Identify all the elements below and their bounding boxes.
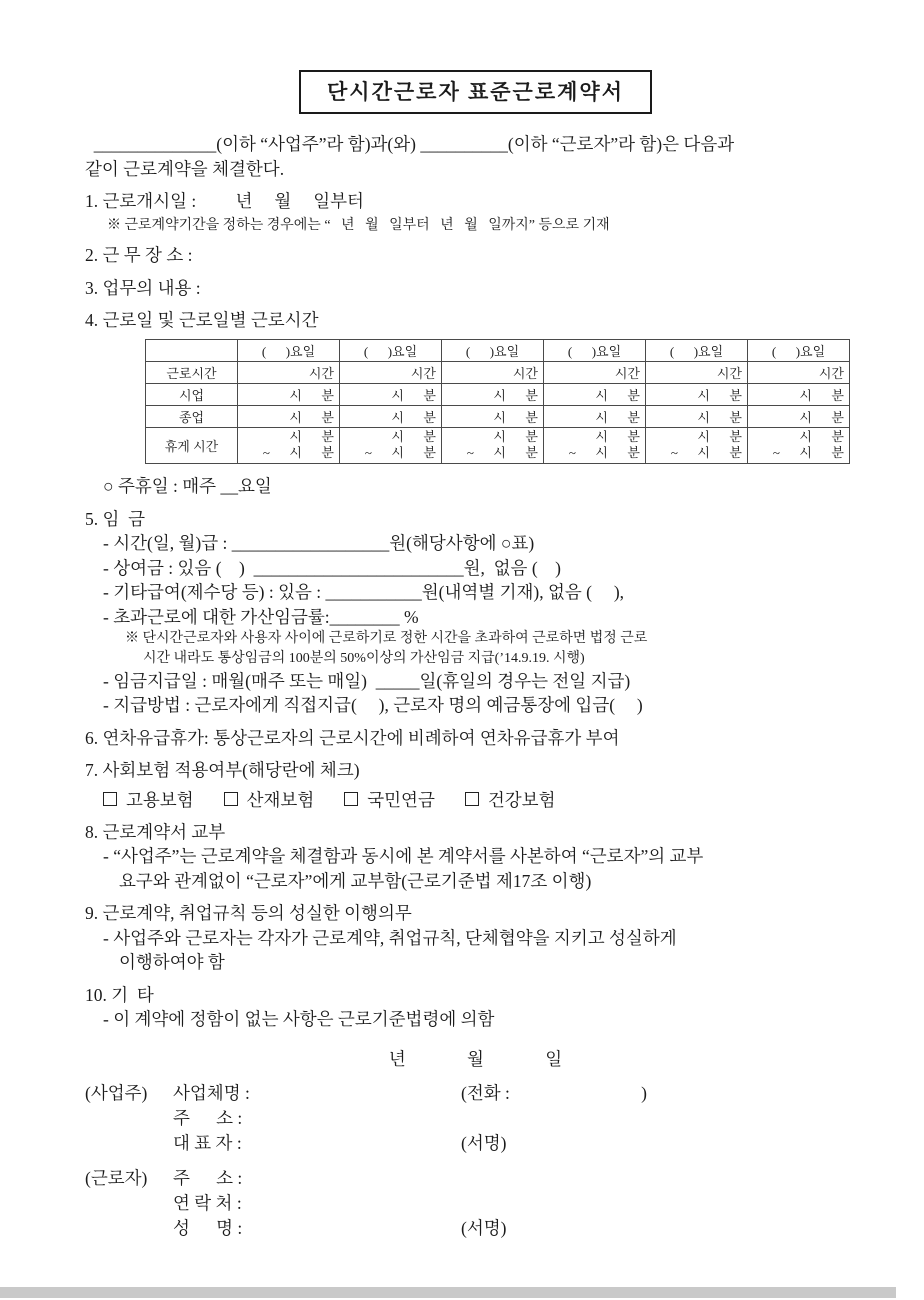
item-9-line-2: 이행하여야 함 — [119, 952, 225, 973]
table-end-row — [146, 405, 850, 427]
sig-label-company-name: 사업체명 : — [173, 1082, 250, 1103]
other-pay-line: - 기타급여(제수당 등) : 있음 : ___________원(내역별 기재), 없음 ( ), — [103, 582, 625, 603]
table-break-value: 시 분 ~ 시 분 — [646, 427, 748, 464]
table-end-value: 시 분 — [238, 405, 340, 427]
signature-row-employer-address — [85, 1106, 866, 1131]
table-day-header: ( )요일 — [442, 339, 544, 361]
table-worktime-value: 시간 — [238, 361, 340, 383]
table-day-header: ( )요일 — [748, 339, 850, 361]
weekly-holiday-line: ○ 주휴일 : 매주 __요일 — [103, 476, 272, 497]
table-end-value: 시 분 — [442, 405, 544, 427]
table-day-header: ( )요일 — [544, 339, 646, 361]
item-10-line-1: - 이 계약에 정함이 없는 사항은 근로기준법령에 의함 — [103, 1009, 495, 1030]
wage-line: - 시간(일, 월)급 : __________________원(해당사항에 ○표) — [103, 533, 535, 554]
item-4-line: 4. 근로일 및 근로일별 근로시간 — [85, 310, 319, 331]
sig-prefix-empty — [85, 1191, 173, 1216]
table-start-value: 시 분 — [748, 383, 850, 405]
signature-row-employer-name — [85, 1081, 866, 1106]
item-10-title: 10. 기 타 — [85, 984, 154, 1005]
table-start-value: 시 분 — [238, 383, 340, 405]
item-8-line-2: 요구와 관계없이 “근로자”에게 교부함(근로기준법 제17조 이행) — [119, 870, 592, 891]
page-bottom-edge — [0, 1287, 896, 1298]
sig-label-representative: 대 표 자 : — [173, 1133, 242, 1154]
insurance-checkbox-row — [103, 787, 866, 812]
sig-label-contact: 연 락 처 : — [173, 1193, 242, 1214]
table-worktime-value: 시간 — [646, 361, 748, 383]
table-start-value: 시 분 — [646, 383, 748, 405]
table-break-value: 시 분 ~ 시 분 — [340, 427, 442, 464]
checkbox-label-national-pension: 국민연금 — [367, 789, 435, 810]
checkbox-item — [465, 787, 556, 812]
signature-row-worker-address — [85, 1166, 866, 1191]
item-1-line: 1. 근로개시일 : 년 월 일부터 — [85, 191, 364, 211]
table-start-row — [146, 383, 850, 405]
table-day-header: ( )요일 — [646, 339, 748, 361]
sig-prefix-worker: (근로자) — [85, 1167, 148, 1188]
payment-method-line: - 지급방법 : 근로자에게 직접지급( ), 근로자 명의 예금통장에 입금( ) — [103, 695, 643, 716]
payday-line: - 임금지급일 : 매월(매주 또는 매일) _____일(휴일의 경우는 전일 지급) — [103, 670, 631, 691]
item-3-line: 3. 업무의 내용 : — [85, 277, 201, 298]
table-corner-cell — [146, 339, 238, 361]
table-end-label: 종업 — [146, 405, 238, 427]
table-break-value: 시 분 ~ 시 분 — [748, 427, 850, 464]
table-worktime-value: 시간 — [340, 361, 442, 383]
checkbox-item — [344, 787, 435, 812]
table-start-label: 시업 — [146, 383, 238, 405]
table-worktime-value: 시간 — [442, 361, 544, 383]
table-break-value: 시 분 ~ 시 분 — [238, 427, 340, 464]
table-end-value: 시 분 — [340, 405, 442, 427]
table-worktime-value: 시간 — [748, 361, 850, 383]
item-6-line: 6. 연차유급휴가: 통상근로자의 근로시간에 비례하여 연차유급휴가 부여 — [85, 727, 620, 748]
sig-label-address: 주 소 : — [173, 1167, 243, 1188]
sig-prefix-empty — [85, 1216, 173, 1241]
checkbox-label-employment: 고용보험 — [126, 789, 194, 810]
sig-right-signature: (서명) — [461, 1133, 507, 1154]
checkbox-label-health-insurance: 건강보험 — [487, 789, 556, 810]
table-break-value: 시 분 ~ 시 분 — [442, 427, 544, 464]
intro-line-2: 같이 근로계약을 체결한다. — [85, 158, 285, 179]
overtime-note-line-2: 시간 내라도 통상임금의 100분의 50%이상의 가산임금 지급(’14.9.19. 시행) — [143, 650, 585, 666]
table-day-header-row — [146, 339, 850, 361]
checkbox-employment-insurance[interactable] — [103, 792, 117, 806]
work-schedule-table — [145, 339, 850, 465]
table-end-value: 시 분 — [748, 405, 850, 427]
table-worktime-row — [146, 361, 850, 383]
item-9-line-1: - 사업주와 근로자는 각자가 근로계약, 취업규칙, 단체협약을 지키고 성실하게 — [103, 927, 677, 948]
checkbox-industrial-accident-insurance[interactable] — [224, 792, 238, 806]
table-break-value: 시 분 ~ 시 분 — [544, 427, 646, 464]
table-worktime-value: 시간 — [544, 361, 646, 383]
overtime-note-line-1: ※ 단시간근로자와 사용자 사이에 근로하기로 정한 시간을 초과하여 근로하면 법정 근로 — [125, 631, 648, 647]
sig-right-signature: (서명) — [461, 1218, 507, 1239]
checkbox-item — [224, 787, 315, 812]
table-start-value: 시 분 — [442, 383, 544, 405]
overtime-rate-line: - 초과근로에 대한 가산임금률:________ % — [103, 606, 419, 627]
checkbox-item — [103, 787, 194, 812]
sig-right-phone: (전화 : ) — [461, 1082, 647, 1103]
table-worktime-label: 근로시간 — [146, 361, 238, 383]
sig-prefix-empty — [85, 1131, 173, 1156]
sig-label-name: 성 명 : — [173, 1218, 243, 1239]
item-7-title: 7. 사회보험 적용여부(해당란에 체크) — [85, 760, 360, 781]
item-1-note: ※ 근로계약기간을 정하는 경우에는 “ 년 월 일부터 년 월 일까지” 등으로 기재 — [107, 217, 610, 233]
document-title: 단시간근로자 표준근로계약서 — [299, 70, 652, 114]
table-end-value: 시 분 — [544, 405, 646, 427]
table-end-value: 시 분 — [646, 405, 748, 427]
date-line: 년 월 일 — [388, 1048, 563, 1069]
item-8-line-1: - “사업주”는 근로계약을 체결함과 동시에 본 계약서를 사본하여 “근로자”의 교부 — [103, 846, 704, 867]
table-day-header: ( )요일 — [340, 339, 442, 361]
signature-section — [85, 1081, 866, 1242]
item-5-title: 5. 임 금 — [85, 508, 146, 529]
table-start-value: 시 분 — [340, 383, 442, 405]
item-2-line: 2. 근 무 장 소 : — [85, 245, 193, 266]
signature-row-employer-representative — [85, 1131, 866, 1156]
intro-line-1: ______________(이하 “사업주”라 함)과(와) __________(이하 “근로자”라 함)은 다음과 — [85, 134, 735, 154]
item-8-title: 8. 근로계약서 교부 — [85, 821, 226, 842]
table-break-row — [146, 427, 850, 464]
bonus-line: - 상여금 : 있음 ( ) ________________________원, 없음 ( ) — [103, 557, 561, 578]
item-9-title: 9. 근로계약, 취업규칙 등의 성실한 이행의무 — [85, 903, 412, 924]
table-start-value: 시 분 — [544, 383, 646, 405]
sig-label-address: 주 소 : — [173, 1107, 243, 1128]
checkbox-label-industrial-accident: 산재보험 — [246, 789, 315, 810]
table-day-header: ( )요일 — [238, 339, 340, 361]
checkbox-national-pension[interactable] — [344, 792, 358, 806]
sig-prefix-employer: (사업주) — [85, 1082, 148, 1103]
signature-row-worker-contact — [85, 1191, 866, 1216]
checkbox-health-insurance[interactable] — [465, 792, 479, 806]
sig-prefix-empty — [85, 1106, 173, 1131]
table-break-label: 휴게 시간 — [146, 427, 238, 464]
signature-row-worker-name — [85, 1216, 866, 1241]
title-row — [85, 70, 866, 114]
